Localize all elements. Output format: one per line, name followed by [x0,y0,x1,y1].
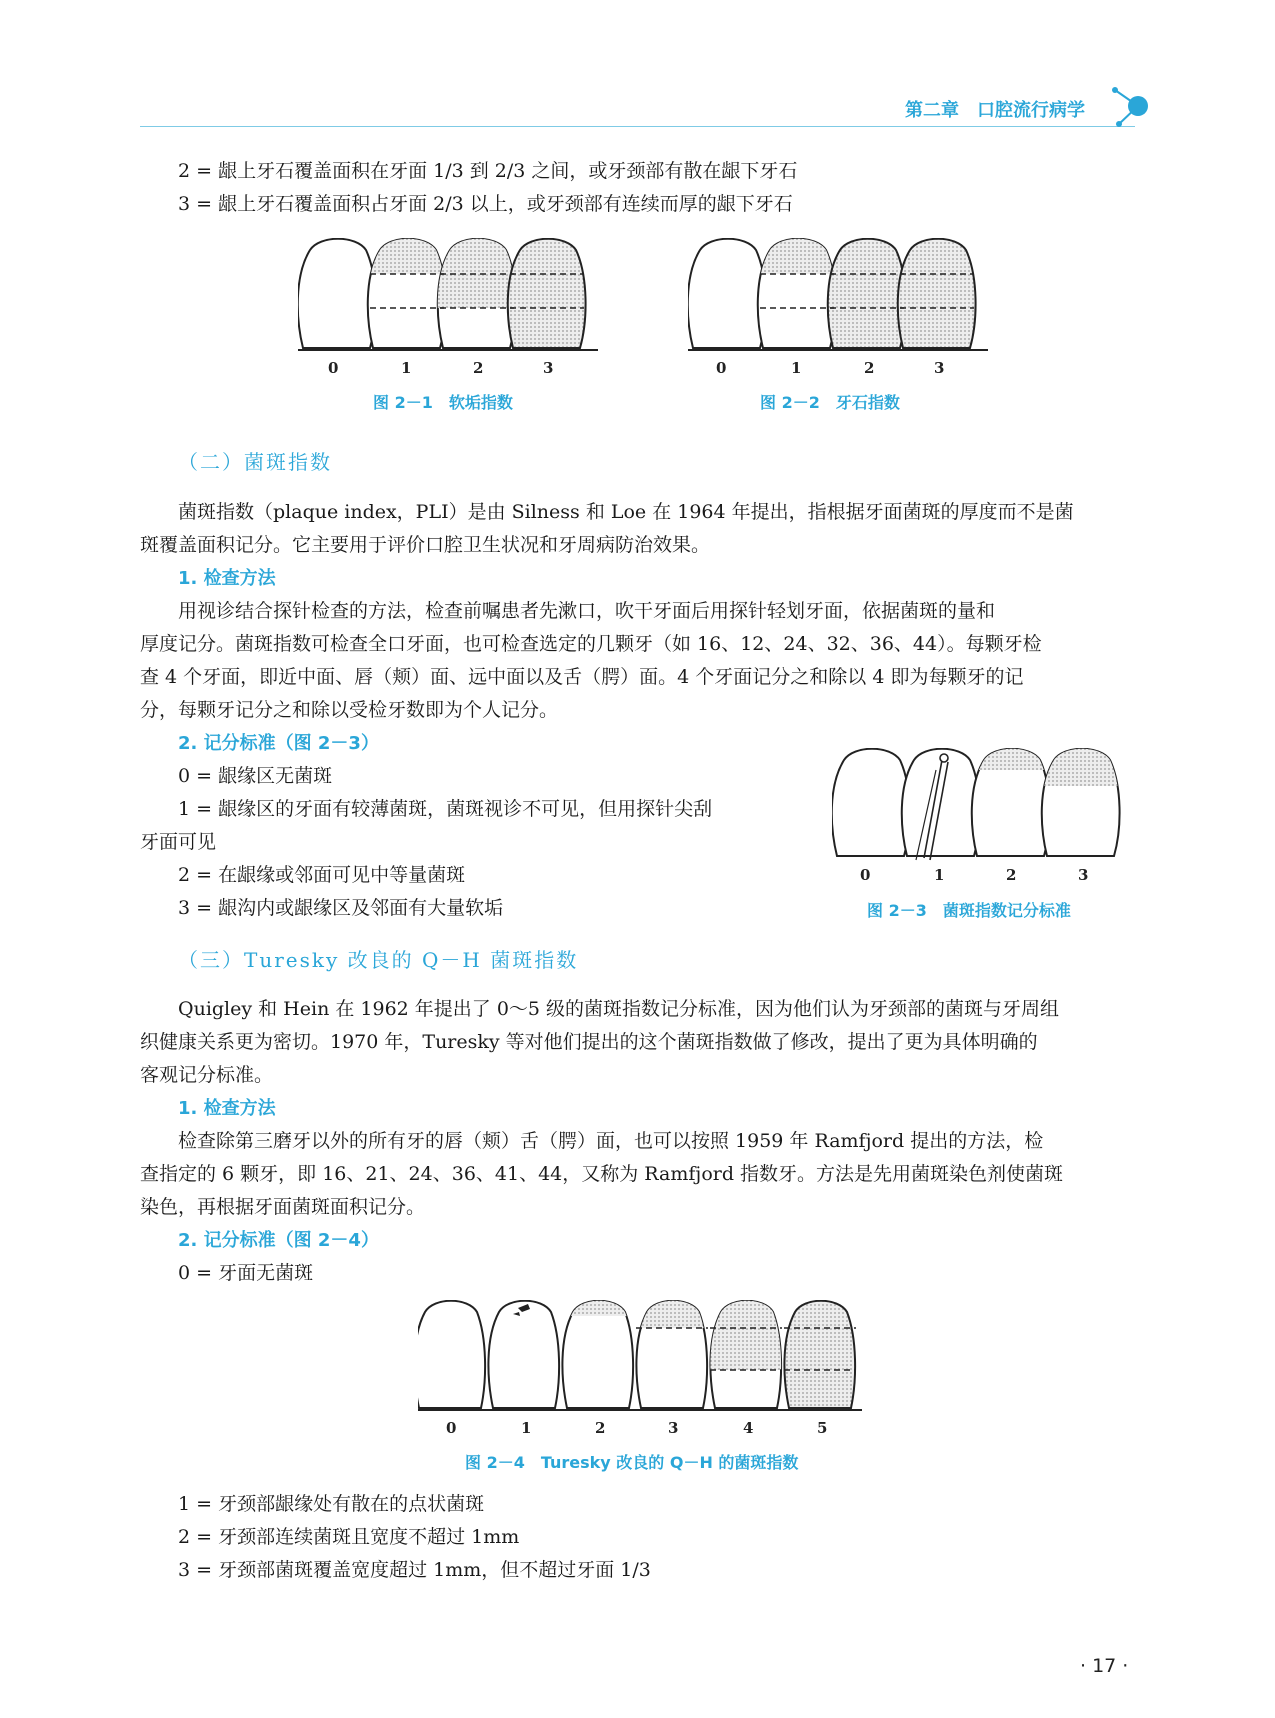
plaque-criterion-1-cont: 牙面可见 [140,831,217,853]
fig-2-1-label-2: 2 [473,359,484,377]
figure-2-4-caption: 图 2－4 Turesky 改良的 Q－H 的菌斑指数 [465,1453,799,1472]
figure-2-1-debris-index [298,238,608,378]
plaque-criterion-0: 0 = 龈缘区无菌斑 [178,765,333,787]
fig-2-1-label-3: 3 [543,359,554,377]
section-turesky-title: （三）Turesky 改良的 Q－H 菌斑指数 [178,948,579,972]
turesky-criterion-0: 0 = 牙面无菌斑 [178,1262,314,1284]
fig-2-2-label-0: 0 [716,359,727,377]
calculus-criterion-3: 3 = 龈上牙石覆盖面积占牙面 2/3 以上，或牙颈部有连续而厚的龈下牙石 [178,193,793,215]
fig-2-4-label-5: 5 [817,1419,828,1437]
fig-2-2-label-1: 1 [791,359,802,377]
plaque-intro-line-1: 菌斑指数（plaque index，PLI）是由 Silness 和 Loe 在 1964 年提出，指根据牙面菌斑的厚度而不是菌 [178,501,1074,523]
plaque-intro-line-2: 斑覆盖面积记分。它主要用于评价口腔卫生状况和牙周病防治效果。 [140,534,711,556]
turesky-criterion-1: 1 = 牙颈部龈缘处有散在的点状菌斑 [178,1493,485,1515]
turesky-method-heading: 1. 检查方法 [178,1098,276,1119]
fig-2-4-label-2: 2 [595,1419,606,1437]
plaque-method-line-4: 分，每颗牙记分之和除以受检牙数即为个人记分。 [140,699,559,721]
plaque-method-heading: 1. 检查方法 [178,568,276,589]
fig-2-1-label-1: 1 [401,359,412,377]
figure-2-3-plaque-index-criteria [832,748,1132,888]
fig-2-3-label-0: 0 [860,866,871,884]
page-number: · 17 · [1080,1655,1129,1677]
plaque-criterion-1: 1 = 龈缘区的牙面有较薄菌斑，菌斑视诊不可见，但用探针尖刮 [178,798,713,820]
plaque-criterion-2: 2 = 在龈缘或邻面可见中等量菌斑 [178,864,466,886]
turesky-criteria-heading: 2. 记分标准（图 2－4） [178,1230,379,1251]
figure-2-2-calculus-index [688,238,998,378]
header-rule [140,126,1135,127]
figure-2-2-caption: 图 2－2 牙石指数 [760,393,900,412]
chapter-header: 第二章 口腔流行病学 [905,100,1085,121]
fig-2-2-label-3: 3 [934,359,945,377]
calculus-criterion-2: 2 = 龈上牙石覆盖面积在牙面 1/3 到 2/3 之间，或牙颈部有散在龈下牙石 [178,160,798,182]
plaque-method-line-2: 厚度记分。菌斑指数可检查全口牙面，也可检查选定的几颗牙（如 16、12、24、32、36、44）。每颗牙检 [140,633,1042,655]
turesky-criterion-3: 3 = 牙颈部菌斑覆盖宽度超过 1mm，但不超过牙面 1/3 [178,1559,651,1581]
fig-2-3-label-2: 2 [1006,866,1017,884]
turesky-intro-line-2: 织健康关系更为密切。1970 年，Turesky 等对他们提出的这个菌斑指数做了修改，提出了更为具体明确的 [140,1031,1038,1053]
plaque-criterion-3: 3 = 龈沟内或龈缘区及邻面有大量软垢 [178,897,504,919]
turesky-criterion-2: 2 = 牙颈部连续菌斑且宽度不超过 1mm [178,1526,520,1548]
header-molecule-icon [1105,80,1165,140]
fig-2-1-label-0: 0 [328,359,339,377]
turesky-intro-line-1: Quigley 和 Hein 在 1962 年提出了 0～5 级的菌斑指数记分标准，因为他们认为牙颈部的菌斑与牙周组 [178,998,1060,1020]
turesky-intro-line-3: 客观记分标准。 [140,1064,274,1086]
fig-2-3-label-3: 3 [1078,866,1089,884]
fig-2-2-label-2: 2 [864,359,875,377]
plaque-method-line-3: 查 4 个牙面，即近中面、唇（颊）面、远中面以及舌（腭）面。4 个牙面记分之和除以 4 即为每颗牙的记 [140,666,1024,688]
fig-2-4-label-0: 0 [446,1419,457,1437]
plaque-criteria-heading: 2. 记分标准（图 2－3） [178,733,379,754]
section-plaque-index-title: （二）菌斑指数 [178,450,332,474]
figure-2-1-caption: 图 2－1 软垢指数 [373,393,513,412]
figure-2-3-caption: 图 2－3 菌斑指数记分标准 [867,901,1071,920]
plaque-method-line-1: 用视诊结合探针检查的方法，检查前嘱患者先漱口，吹干牙面后用探针轻划牙面，依据菌斑的量和 [178,600,996,622]
fig-2-3-label-1: 1 [934,866,945,884]
turesky-method-line-3: 染色，再根据牙面菌斑面积记分。 [140,1196,426,1218]
fig-2-4-label-3: 3 [668,1419,679,1437]
figure-2-4-turesky-qh-index [418,1300,878,1440]
fig-2-4-label-1: 1 [521,1419,532,1437]
turesky-method-line-2: 查指定的 6 颗牙，即 16、21、24、36、41、44，又称为 Ramfjord 指数牙。方法是先用菌斑染色剂使菌斑 [140,1163,1064,1185]
turesky-method-line-1: 检查除第三磨牙以外的所有牙的唇（颊）舌（腭）面，也可以按照 1959 年 Ramfjord 提出的方法，检 [178,1130,1044,1152]
fig-2-4-label-4: 4 [743,1419,754,1437]
